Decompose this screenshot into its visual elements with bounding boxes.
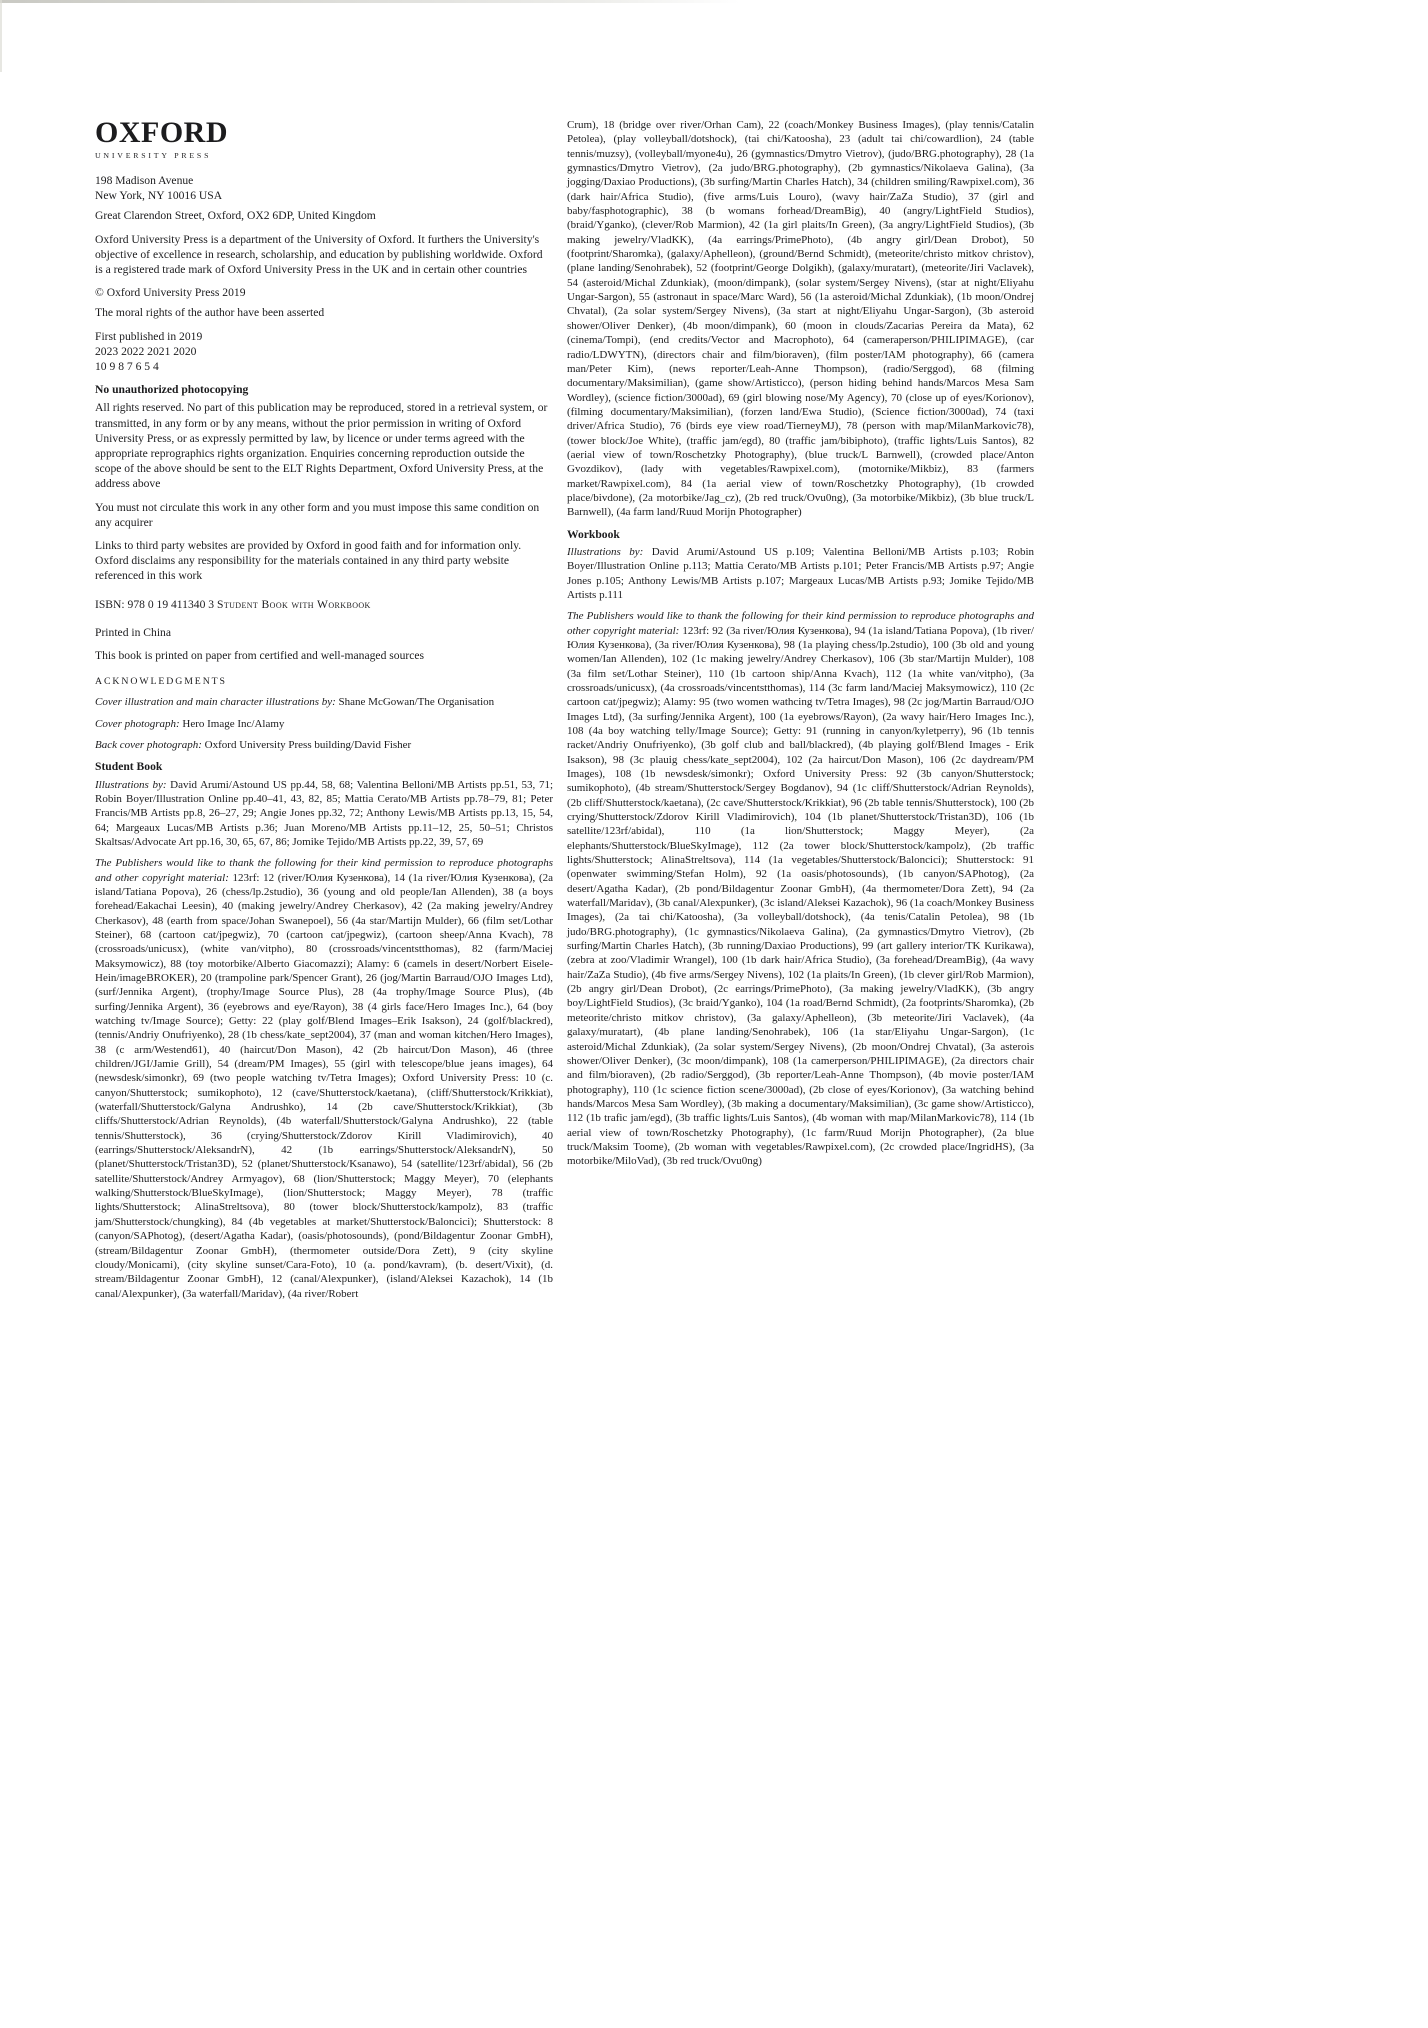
right-column: [567, 118, 1034, 1176]
student-book-photo-credits-part1: [95, 856, 553, 1301]
student-book-photo-credits-part2: Crum), 18 (bridge over river/Orhan Cam), 22 (coach/Monkey Business Images), (play tennis/Catalin Petolea), (play volleyball/dotshock), (tai chi/Katoosha), 23 (adult tai chi/cowardlion), 24 (table tennis/muzsy), (volleyball/myone4u), 26 (gymnastics/Dmytro Vietrov), (judo/BRG.photography), 28 (1a gymnastics/Dmytro Vietrov), (2a judo/BRG.photography), (2b gymnastics/Nikolaeva Galina), (3a jogging/Daxiao Productions), (3b surfing/Martin Charles Hatch), 34 (children smiling/Rawpixel.com), 36 (dark hair/Africa Studio), (five arms/Luis Louro), (wavy hair/ZaZa Studio), 37 (girl and baby/fasphotographic), 38 (b womans forhead/DreamBig), 40 (angry/LightField Studios), (braid/Yganko), (clever/Rob Marmion), 42 (1a girl plaits/In Green), (3a angry/LightField Studios), (3b making jewelry/VladKK), (4a earrings/PrimePhoto), (4b angry girl/Dean Drobot), 50 (footprint/Sharomka), (galaxy/Aphelleon), (ground/Bernd Schmidt), (meteorite/christo mitkov christov), (plane landing/Senohrabek), 52 (footprint/George Dolgikh), (galaxy/muratart), (meteorite/Jiri Vaclavek), 54 (asteroid/Michal Zdunkiak), (moon/dimpank), (solar system/Sergey Nivens), (star at night/Eliyahu Ungar-Sargon), 55 (astronaut in space/Marc Ward), 56 (1a asteroid/Michal Zdunkiak), (1b moon/Ondrej Chvatal), (2a solar system/Sergey Nivens), (3a start at night/Eliyahu Ungar-Sargon), (3b asteroid shower/Oliver Denker), (4b moon/dimpank), 60 (moon in clouds/Zacarias Pereira da Mata), 62 (cinema/Tompi), (end credits/Vector and Macrophoto), 64 (cameraperson/PHILIPIMAGE), (car radio/LDWYTN), (directors chair and film/bioraven), (film poster/IAM photography), 66 (camera man/Peter Kim), (news reporter/Leah-Anne Thompson), (radio/Serggod), 68 (filming documentary/Maksimilian), (game show/Artisticco), (person hiding behind hands/Marcos Mesa Sam Wordley), (science fiction/3000ad), 69 (girl blowing nose/My Agency), 70 (close up of eyes/Korionov), (filming documentary/Maksimilian), (forzen land/Ewa Studio), (Science fiction/3000ad), 74 (taxi driver/Africa Studio), 76 (birds eye view road/TierneyMJ), 78 (person with map/MilanMarkovic78), (tower block/Joe White), (traffic jam/egd), 80 (traffic jam/bibiphoto), (traffic lights/Luis Santos), 82 (aerial view of town/Roschetzky Photography), (blue truck/L Barnwell), (crowded place/Anton Gvozdikov), (lady with vegetables/Rawpixel.com), (motornike/Mikbiz), 83 (farmers market/Rawpixel.com), 84 (1a aerial view of town/Roschetzky Photography), (1b crowded place/bivdone), (2a motorbike/Jag_cz), (2b red truck/Ovu0ng), (3a motorbike/Mikbiz), (3b blue truck/L Barnwell), (4a farm land/Ruud Morijn Photographer): [567, 119, 1034, 519]
student-book-credits-label: The Publishers would like to thank the following for their kind permission to reproduce photographs and other copyright material:: [95, 857, 553, 884]
student-book-heading: Student Book: [95, 760, 163, 774]
copyright-line: © Oxford University Press 2019: [95, 286, 246, 300]
address-line-2: New York, NY 10016 USA: [95, 189, 223, 203]
cover-illustration-credit: [95, 695, 553, 709]
circulation-paragraph: You must not circulate this work in any other form and you must impose this same condition on any acquirer: [95, 500, 540, 529]
first-published-line: First published in 2019: [95, 329, 203, 343]
back-cover-photograph-label: Back cover photograph:: [95, 738, 205, 751]
left-column: [95, 118, 553, 1308]
back-cover-photograph-value: Oxford University Press building/David Fisher: [204, 738, 412, 751]
workbook-heading: Workbook: [567, 527, 620, 541]
oxford-logo-subtitle: UNIVERSITY PRESS: [95, 151, 212, 160]
back-cover-photograph-credit: [95, 738, 553, 752]
edition-block: [95, 329, 553, 375]
press-description: Oxford University Press is a department of the University of Oxford. It furthers the University's objective of excellence in research, scholarship, and education by publishing worldwide. Oxford is a registered trade mark of Oxford University Press in the UK and in certain other countries: [95, 232, 543, 277]
address-line-1: 198 Madison Avenue: [95, 174, 194, 187]
workbook-credits-label: The Publishers would like to thank the following for their kind permission to reproduce photographs and other copyright material:: [567, 610, 1034, 637]
cover-illustration-label: Cover illustration and main character illustrations by:: [95, 696, 339, 709]
oxford-logo: [95, 118, 553, 160]
rights-paragraph: All rights reserved. No part of this publication may be reproduced, stored in a retrieval system, or transmitted, in any form or by any means, without the prior permission in writing of Oxford University Press, or as expressly permitted by law, by licence or under terms agreed with the appropriate reprographics rights organization. Enquiries concerning reproduction outside the scope of the above should be sent to the ELT Rights Department, Oxford University Press, at the address above: [95, 401, 548, 491]
oxford-wordmark: OXFORD: [95, 116, 228, 149]
printed-in-line: Printed in China: [95, 625, 171, 639]
uk-address: Great Clarendon Street, Oxford, OX2 6DP, United Kingdom: [95, 209, 376, 223]
scan-edge-artifact-top: [0, 0, 740, 3]
scan-edge-artifact-left: [0, 0, 2, 72]
moral-rights-line: The moral rights of the author have been asserted: [95, 306, 325, 320]
cover-photograph-value: Hero Image Inc/Alamy: [182, 717, 285, 730]
edition-years-line: 2023 2022 2021 2020: [95, 344, 197, 358]
cover-photograph-label: Cover photograph:: [95, 717, 183, 730]
impression-numbers-line: 10 9 8 7 6 5 4: [95, 360, 159, 374]
cover-photograph-credit: [95, 717, 553, 731]
isbn-edition: Student Book with Workbook: [216, 597, 371, 611]
paper-source-line: This book is printed on paper from certified and well-managed sources: [95, 649, 425, 663]
student-book-credits-part1-value: 123rf: 12 (river/Юлия Кузенкова), 14 (1a river/Юлия Кузенкова), (2a island/Tatiana Popova), 26 (chess/lp.2studio), 36 (young and old people/Ian Allenden), 38 (a boys forehead/Eakachai Leesin), 40 (making jewelry/Andrey Cherkasov), 42 (2a making jewelry/Andrey Cherkasov), 48 (earth from space/Johan Swanepoel), 56 (4a star/Martijn Mulder), 66 (film set/Lothar Steiner), 68 (cartoon cat/jpegwiz), 70 (cartoon cat/jpegwiz), (cartoon sheep/Anna Kvach), 78 (crossroads/unicusx), (white van/vitpho), 80 (crossroads/vincentstthomas), 82 (farm/Maciej Maksymowicz), 88 (toy motorbike/Alberto Giacomazzi); Alamy: 6 (camels in desert/Norbert Eisele-Hein/imageBROKER), 20 (trampoline park/Spencer Grant), 26 (jog/Martin Barraud/OJO Images Ltd), (surf/Jennika Argent), (trophy/Image Source Plus), 28 (4a trophy/Image Source Plus), (4b surfing/Jennika Argent), 36 (eyebrows and eye/Rayon), 38 (4 girls face/Hero Images Inc.), 64 (boy watching tv/Image Source); Getty: 22 (play golf/Blend Images–Erik Isakson), 24 (golf/blackred), (tennis/Andriy Onufriyenko), 28 (1b chess/kate_sept2004), 37 (man and woman kitchen/Hero Images), 38 (c arm/Westend61), 40 (haircut/Don Mason), 42 (2b haircut/Don Mason), 46 (three children/JGI/Jamie Grill), 54 (dream/PM Images), 55 (girl with telescope/blue jeans images), 64 (newsdesk/simonkr), 69 (two people watching tv/Tetra Images); Oxford University Press: 10 (c. canyon/Shutterstock; sumikophoto), 12 (cave/Shutterstock/kaetana), (cliff/Shutterstock/Krikkiat), (waterfall/Shutterstock/Galyna Andrushko), 14 (2b cave/Shutterstock/Krikkiat), (3b cliffs/Shutterstock/Adrian Reynolds), (4b waterfall/Shutterstock/Galyna Andrushko), 22 (table tennis/Shutterstock), 36 (crying/Shutterstock/Zdorov Kirill Vladimirovich), 40 (earrings/Shutterstock/AleksandrN), 42 (1b earrings/Shutterstock/AleksandrN), 50 (planet/Shutterstock/Tristan3D), 52 (planet/Shutterstock/Ksanawo), 54 (satellite/123rf/abidal), 56 (2b satellite/Shutterstock/Andrey Armyagov), 68 (lion/Shutterstock; Maggy Meyer), 70 (elephants walking/Shutterstock/BlueSkyImage), (lion/Shutterstock; Maggy Meyer), 78 (traffic lights/Shutterstock; AlinaStreltsova), 80 (tower block/Shutterstock/kampolz), 83 (traffic jam/Shutterstock/chungking), 84 (4b vegetables at market/Shutterstock/Baloncici); Shutterstock: 8 (canyon/SAPhotog), (desert/Agatha Kadar), (oasis/photosounds), (pond/Bildagentur Zoonar GmbH), (stream/Bildagentur Zoonar GmbH), (thermometer outside/Dora Zett), 9 (city skyline cloudy/Monicami), (city skyline sunset/Cara-Foto), 10 (a. pond/kavram), (b. desert/Vixit), (d. stream/Bildagentur Zoonar GmbH), 12 (canal/Alexpunker), (island/Aleksei Kazachok), 14 (1b canal/Alexpunker), (3a waterfall/Maridav), (4a river/Robert: [95, 871, 553, 1300]
isbn-line: [95, 597, 553, 612]
workbook-illustrations-label: Illustrations by:: [567, 545, 652, 558]
acknowledgments-heading: ACKNOWLEDGMENTS: [95, 676, 227, 688]
student-book-illustrations-label: Illustrations by:: [95, 778, 171, 791]
workbook-credits-value: 123rf: 92 (3a river/Юлия Кузенкова), 94 (1a island/Tatiana Popova), (1b river/Юлия Кузенкова), (3a river/Юлия Кузенкова), 98 (1a playing chess/lp.2studio), 100 (3b old and young women/Ian Allenden), 102 (1c making jewelry/Andrey Cherkasov), 106 (3b star/Martijn Mulder), 108 (3a film set/Lothar Steiner), 110 (1b cartoon ship/Anna Kvach), 112 (1a white van/vitpho), (3a crossroads/unicusx), (4a crossroads/vincentstthomas), 114 (3c farm land/Maciej Maksymowicz), 110 (2c cartoon cat/jpegwiz); Alamy: 95 (two women wathcing tv/Tetra Images), 98 (2c jog/Martin Barraud/OJO Images Ltd), (3a surfing/Jennika Argent), 100 (1a eyebrows/Rayon), (2a wavy hair/Hero Images Inc.), 108 (4a boy watching telly/Image Source); Getty: 91 (running in canyon/kyletperry), 96 (1b tennis racket/Andriy Onufriyenko), (3b golf club and ball/blackred), (4b playing golf/Blend Images - Erik Isakson), 98 (3c plauig chess/kate_sept2004), 102 (2a haircut/Don Mason), 106 (2c daydream/PM Images), 108 (1b newsdesk/simonkr); Oxford University Press: 92 (3b canyon/Shutterstock; sumikophoto), (4b stream/Shutterstock/Sergey Bogdanov), 94 (1c cliff/Shutterstock/Adrian Reynolds), (2b cliff/Shutterstock/kaetana), (2c cave/Shutterstock/Krikkiat), 96 (2b table tennis/Shutterstock), 100 (2b crying/Shutterstock/Zdorov Kirill Vladimirovich), 104 (1b planet/Shutterstock/Tristan3D), 106 (1b satellite/123rf/abidal), 110 (1a lion/Shutterstock; Maggy Meyer), (2a elephants/Shutterstock/BlueSkyImage), 112 (2a tower block/Shutterstock/kampolz), (2b traffic lights/Shutterstock; AlinaStreltsova), 114 (1a vegetables/Shutterstock/Baloncici); Shutterstock: 91 (openwater swimming/Stefan Holm), 92 (1a oasis/photosounds), (1b canyon/SAPhotog), (2a desert/Agatha Kadar), (2b pond/Bildagentur Zoonar GmbH), (4a thermometer/Dora Zett), 94 (2a waterfall/Maridav), (3b canal/Alexpunker), (3c island/Aleksei Kazachok), 96 (1a coach/Monkey Business Images), (2a tai chi/Katoosha), (3a volleyball/dotshock), (4a tenis/Catalin Petolea), 98 (1b judo/BRG.photography), (1c gymnastics/Nikolaeva Galina), (2a gymnastics/Dmytro Vietrov), (2b surfing/Martin Charles Hatch), (3b running/Daxiao Productions), 99 (art gallery interior/TK Kurikawa), (zebra at zoo/Vladimir Wrangel), 100 (1b dark hair/Africa Studio), (3a forehead/DreamBig), (4a wavy hair/ZaZa Studio), (4b five arms/Sergey Nivens), 102 (1a plaits/In Green), (1b clever girl/Rob Marmion), (2b angry girl/Dean Drobot), (2c earrings/PrimePhoto), (3a making jewelry/VladKK), (3b angry boy/LightField Studios), (3c braid/Yganko), 104 (1a road/Bernd Schmidt), (2a footprints/Sharomka), (2b meteorite/christo mitkov christov), (3a galaxy/Aphelleon), (3b meteorite/Jiri Vaclavek), (4a galaxy/muratart), (4b plane landing/Senohrabek), 106 (1a star/Eliyahu Ungar-Sargon), (1c asteroid/Michal Zdunkiak), (2a solar system/Sergey Nivens), (2b moon/Ondrej Chvatal), (3a asterois shower/Oliver Denker), (3c moon/dimpank), 108 (1a camerperson/PHILIPIMAGE), (2a directors chair and film/bioraven), (2b radio/Serggod), (3b reporter/Leah-Anne Thompson), (4b movie poster/IAM photography), 110 (1c science fiction scene/3000ad), (2b close of eyes/Korionov), (3a watching behind hands/Marcos Mesa Sam Wordley), (3b making a documentary/Maksimilian), (3c game show/Artisticco), 112 (1b trafic jam/egd), (3b traffic lights/Luis Santos), (4b woman with map/MilanMarkovic78), 114 (1b aerial view of town/Roschetzky Photography), (1c farm/Ruud Morijn Photographer), (2a blue truck/Maksim Toome), (2b woman with vegetables/Rawpixel.com), (2c crowded place/IngridHS), (3a motorbike/MiloVad), (3b red truck/Ovu0ng): [567, 624, 1034, 1168]
student-book-illustrations: [95, 778, 553, 850]
cover-illustration-value: Shane McGowan/The Organisation: [338, 696, 495, 709]
isbn-number: ISBN: 978 0 19 411340 3: [95, 597, 217, 611]
workbook-illustrations: [567, 545, 1034, 602]
workbook-photo-credits: [567, 609, 1034, 1168]
third-party-links-paragraph: Links to third party websites are provided by Oxford in good faith and for information only. Oxford disclaims any responsibility for the materials contained in any third party website referenced in this work: [95, 539, 522, 583]
photocopying-heading: No unauthorized photocopying: [95, 383, 249, 397]
us-address: [95, 173, 553, 203]
workbook-illustrations-value: David Arumi/Astound US p.109; Valentina Belloni/MB Artists p.103; Robin Boyer/Illustration Online p.113; Mattia Cerato/MB Artists p.101; Peter Francis/MB Artists p.97; Angie Jones p.105; Anthony Lewis/MB Artists p.107; Margeaux Lucas/MB Artists p.93; Jomike Tejido/MB Artists p.111: [567, 545, 1034, 601]
student-book-illustrations-value: David Arumi/Astound US pp.44, 58, 68; Valentina Belloni/MB Artists pp.51, 53, 71; Robin Boyer/Illustration Online pp.40–41, 43, 82, 85; Mattia Cerato/MB Artists pp.78–79, 81; Peter Francis/MB Artists pp.8, 26–27, 29; Angie Jones pp.32, 72; Anthony Lewis/MB Artists pp.13, 15, 54, 64; Margeaux Lucas/MB Artists p.36; Juan Moreno/MB Artists pp.11–12, 25, 50–51; Christos Skaltsas/Advocate Art pp.16, 30, 65, 67, 86; Jomike Tejido/MB Artists pp.22, 39, 57, 69: [95, 778, 553, 848]
